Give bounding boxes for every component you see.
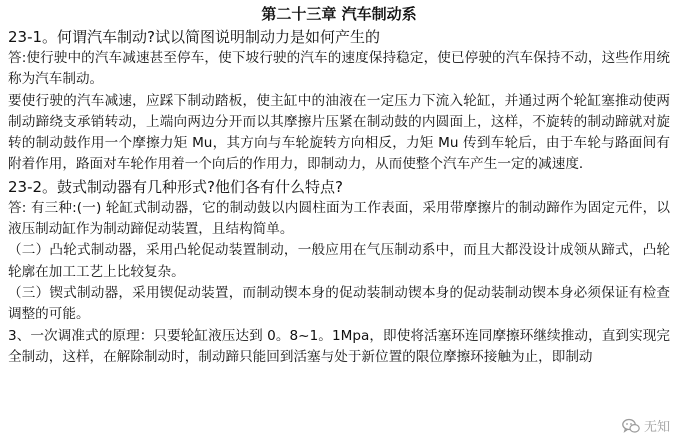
paragraph-one-time-adjustment: 3、一次调准式的原理：只要轮缸液压达到 0。8~1。1Mpa，即使将活塞环连同摩擦环继续推动，直到实现完全制动，这样，在解除制动时，制动蹄只能回到活塞与处于新位置的限位摩擦环接触为止，即制动 [8,327,670,365]
chapter-title: 第二十三章 汽车制动系 [261,5,417,23]
watermark [620,416,672,435]
answer-23-2-wedge: （三）锲式制动器，采用锲促动装置，而制动锲本身的促动装制动锲本身的促动装制动锲本身必须保证有检查调整的可能。 [8,284,670,323]
answer-23-2-cam: （二）凸轮式制动器，采用凸轮促动装置制动，一般应用在气压制动系中，而且大都没设计成领从蹄式，凸轮轮廓在加工工艺上比较复杂。 [8,242,670,280]
question-23-1: 23-1。何谓汽车制动?试以简图说明制动力是如何产生的 [8,28,381,46]
question-23-2: 23-2。鼓式制动器有几种形式?他们各有什么特点? [8,177,343,196]
wechat-bubble-icon [622,418,640,434]
answer-23-1-mechanism: 要使行驶的汽车减速，应踩下制动踏板，使主缸中的油液在一定压力下流入轮缸，并通过两个轮缸塞推动使两制动蹄绕支承销转动，上端向两边分开而以其摩擦片压紧在制动鼓的内圆面上，这样，不旋转的制动蹄就对旋转的制动鼓作用一个摩擦力矩 Mu，其方向与车轮旋转方向相反，力矩 Mu 传到车轮后，由于车轮与路面间有附着作用，路面对车轮作用着一个向后的作用力，即制动力，从而使整个汽车产生一定的减速度． [8,92,670,173]
answer-23-2-wheel-cylinder: 答: 有三种:(一) 轮缸式制动器，它的制动鼓以内圆柱面为工作表面，采用带摩擦片的制动蹄作为固定元件，以液压制动缸作为制动蹄促动装置，且结构简单。 [8,199,670,238]
watermark-text: 无知 [643,420,670,435]
answer-23-1-definition: 答:使行驶中的汽车减速甚至停车，使下坡行驶的汽车的速度保持稳定，使已停驶的汽车保持不动，这些作用统称为汽车制动。 [8,50,670,88]
